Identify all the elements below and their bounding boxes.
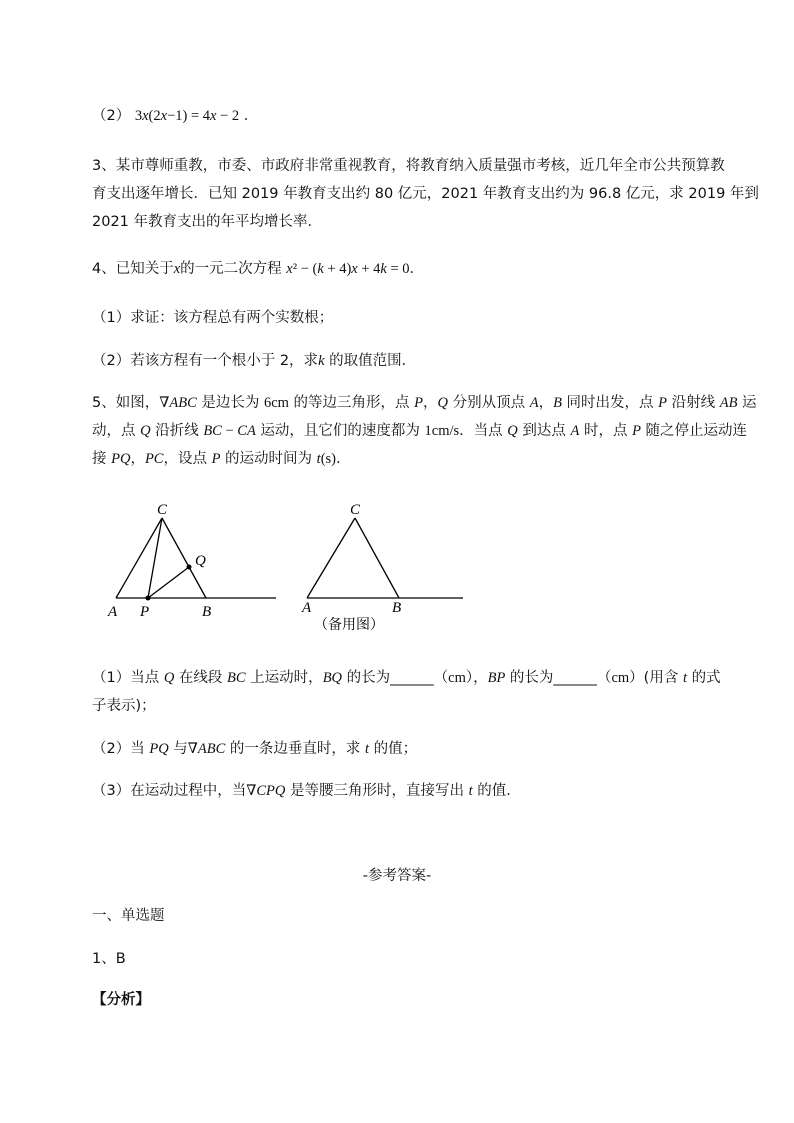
q2-part2-end: ． xyxy=(243,108,259,124)
label-a: A xyxy=(108,604,118,620)
q4-equation xyxy=(286,261,409,277)
text-segment: CPQ xyxy=(256,783,286,799)
text-segment: − ( xyxy=(297,261,318,277)
segment-pq xyxy=(148,567,189,598)
q4-part1: （1）求证：该方程总有两个实数根； xyxy=(92,310,334,326)
text-segment: P xyxy=(658,395,668,411)
q4-end: ． xyxy=(409,261,425,277)
text-segment: 随之停止运动连 xyxy=(640,423,748,439)
label-q: Q xyxy=(195,553,206,569)
spare-label-c: C xyxy=(350,502,361,518)
text-segment: − xyxy=(221,423,238,439)
text-segment: k xyxy=(317,261,324,277)
text-segment: = 0 xyxy=(386,261,410,277)
answers-section-title: 一、单选题 xyxy=(92,908,165,924)
q3-line3: 2021 年教育支出的年平均增长率． xyxy=(92,214,323,230)
text-segment: x xyxy=(142,108,149,124)
text-segment: 上运动时， xyxy=(245,670,323,686)
text-segment: 的值． xyxy=(472,783,521,799)
text-segment: ABC xyxy=(169,395,197,411)
text-segment: 沿折线 xyxy=(150,423,204,439)
q4-part2 xyxy=(92,351,416,371)
text-segment: Q xyxy=(437,395,448,411)
text-segment: (2 xyxy=(148,108,161,124)
q4-part2-a: （2）若该方程有一个根小于 2，求 xyxy=(92,353,319,369)
text-segment: 的值； xyxy=(369,741,418,757)
text-segment: t xyxy=(468,783,473,799)
text-segment: CA xyxy=(237,423,256,439)
text-segment: AB xyxy=(719,395,738,411)
text-segment: x xyxy=(351,261,358,277)
q5-sub1-line2: 子表示)； xyxy=(92,698,156,714)
q5-sub2 xyxy=(92,739,417,759)
text-segment: （1）当点 xyxy=(92,670,164,686)
text-segment: t xyxy=(316,451,321,467)
q2-part2-equation xyxy=(135,108,239,124)
text-segment: A xyxy=(529,395,539,411)
text-segment: PC xyxy=(144,451,164,467)
text-segment: ABC xyxy=(197,741,226,757)
text-segment: (s) xyxy=(320,451,337,467)
label-c: C xyxy=(157,502,168,518)
text-segment: − 2 xyxy=(216,108,240,124)
text-segment: t xyxy=(365,741,370,757)
spare-label-b: B xyxy=(392,600,402,616)
text-segment: + 4 xyxy=(357,261,381,277)
text-segment: cm xyxy=(611,670,630,686)
text-segment: 与 xyxy=(168,741,188,757)
q2-part2-label: （2） xyxy=(92,108,131,124)
text-segment: ）(用含 xyxy=(629,670,683,686)
q5-sub3 xyxy=(92,781,521,801)
text-segment: ， xyxy=(538,395,554,411)
text-segment: ∇ xyxy=(246,783,257,799)
q4-stem-b: 的一元二次方程 xyxy=(180,261,282,277)
spare-caption: （备用图） xyxy=(314,618,384,633)
text-segment: 接 xyxy=(92,451,112,467)
text-segment: BP xyxy=(487,670,506,686)
q5-sub1-line1 xyxy=(92,668,721,688)
text-segment: Q xyxy=(163,670,175,686)
text-segment: P xyxy=(632,423,641,439)
text-segment: ， xyxy=(130,451,145,467)
text-segment: 5、如图， xyxy=(92,395,160,411)
point-p-dot xyxy=(146,596,151,601)
text-segment: 沿射线 xyxy=(667,395,720,411)
text-segment: −1) = 4 xyxy=(167,108,210,124)
q5-line3 xyxy=(92,449,351,469)
spare-side-bc xyxy=(355,518,399,598)
text-segment: 的式 xyxy=(686,670,721,686)
text-segment: ，设点 xyxy=(163,451,212,467)
text-segment: x xyxy=(286,261,293,277)
text-segment: 动，点 xyxy=(92,423,141,439)
text-segment: P xyxy=(414,395,424,411)
q3-line1: 3、某市尊师重教，市委、市政府非常重视教育，将教育纳入质量强市考核，近几年全市公共预算教 xyxy=(92,158,725,174)
q4-stem-a: 4、已知关于 xyxy=(92,261,174,277)
text-segment: ∇ xyxy=(187,741,198,757)
text-segment: 运 xyxy=(737,395,757,411)
text-segment: Q xyxy=(140,423,151,439)
spare-side-ac xyxy=(307,518,355,598)
text-segment: ．当点 xyxy=(459,423,508,439)
text-segment: BQ xyxy=(322,670,343,686)
text-segment: + 4) xyxy=(323,261,352,277)
text-segment: 的长为______（ xyxy=(342,670,449,686)
figure-spare xyxy=(307,518,463,598)
text-segment: Q xyxy=(507,423,518,439)
text-segment: （3）在运动过程中，当 xyxy=(92,783,247,799)
answer-1: 1、B xyxy=(92,951,126,967)
q4-var-x: x xyxy=(173,261,181,277)
text-segment: t xyxy=(682,670,687,686)
text-segment: ² xyxy=(292,261,298,277)
text-segment: ∇ xyxy=(159,395,170,411)
text-segment: 的一条边垂直时，求 xyxy=(225,741,366,757)
text-segment: 是边长为 xyxy=(196,395,264,411)
q4-stem xyxy=(92,259,424,279)
q4-part2-b: 的取值范围． xyxy=(324,353,417,369)
text-segment: x xyxy=(210,108,217,124)
text-segment: k xyxy=(380,261,387,277)
q5-line2 xyxy=(92,421,747,441)
text-segment: 1cm/s xyxy=(424,423,460,439)
text-segment: （2）当 xyxy=(92,741,150,757)
spare-label-a: A xyxy=(302,600,312,616)
point-q-dot xyxy=(187,565,192,570)
text-segment: 的运动时间为 xyxy=(220,451,317,467)
label-b: B xyxy=(202,604,212,620)
label-p: P xyxy=(140,604,150,620)
text-segment: 的长为______（ xyxy=(505,670,612,686)
q4-var-k: k xyxy=(318,353,325,369)
text-segment: 分别从顶点 xyxy=(448,395,530,411)
text-segment: 3 xyxy=(134,108,143,124)
text-segment: BC xyxy=(227,670,246,686)
analysis-heading: 【分析】 xyxy=(92,992,150,1008)
text-segment: P xyxy=(211,451,221,467)
text-segment: 是等腰三角形时，直接写出 xyxy=(285,783,469,799)
text-segment: B xyxy=(553,395,562,411)
q3-line2: 育支出逐年增长．已知 2019 年教育支出约 80 亿元，2021 年教育支出约为 96.8 亿元，求 2019 年到 xyxy=(92,186,759,202)
text-segment: 运动，且它们的速度都为 xyxy=(255,423,425,439)
answers-heading: -参考答案- xyxy=(362,868,432,884)
text-segment: 在线段 xyxy=(174,670,228,686)
q2-part2 xyxy=(92,106,258,126)
q5-line1 xyxy=(92,393,757,413)
text-segment: ）， xyxy=(465,670,488,686)
text-segment: PQ xyxy=(149,741,169,757)
text-segment: 时，点 xyxy=(579,423,633,439)
q5-figures xyxy=(100,495,480,645)
text-segment: PQ xyxy=(111,451,131,467)
text-segment: BC xyxy=(203,423,222,439)
text-segment: ． xyxy=(336,451,351,467)
text-segment: 的等边三角形，点 xyxy=(288,395,415,411)
text-segment: ， xyxy=(423,395,438,411)
text-segment: A xyxy=(570,423,580,439)
text-segment: 6cm xyxy=(263,395,289,411)
text-segment: cm xyxy=(448,670,466,686)
text-segment: x xyxy=(160,108,168,124)
text-segment: 到达点 xyxy=(517,423,571,439)
text-segment: 同时出发，点 xyxy=(561,395,659,411)
